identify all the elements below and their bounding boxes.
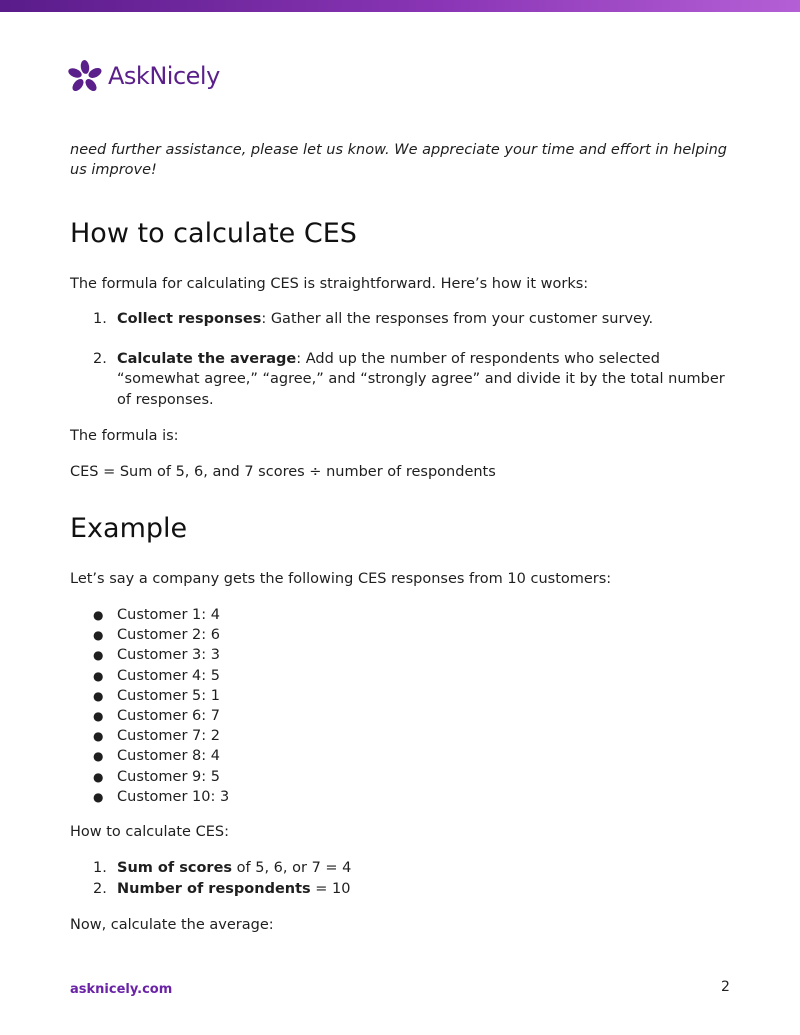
top-accent-bar: [0, 0, 800, 12]
customer-score: Customer 7: 2: [117, 728, 220, 745]
list-item: [70, 858, 735, 879]
step-text: = 10: [310, 880, 351, 897]
formula-text: CES = Sum of 5, 6, and 7 scores ÷ number of respondents: [70, 464, 496, 480]
bullet-icon: ●: [93, 749, 104, 764]
list-item: [70, 746, 735, 766]
brand-name: AskNicely: [108, 62, 220, 90]
step-number: 1.: [93, 860, 107, 877]
step-number: 1.: [93, 311, 107, 327]
step-text: of 5, 6, or 7 = 4: [232, 860, 352, 877]
bullet-icon: ●: [93, 769, 104, 784]
list-item: [70, 686, 735, 706]
example-steps-list: [70, 858, 735, 899]
list-item: [70, 625, 735, 645]
footer-website-link[interactable]: asknicely.com: [70, 982, 173, 997]
list-item: [70, 767, 735, 787]
step-text: : Gather all the responses from your customer survey.: [261, 311, 654, 327]
flower-logo-icon: [68, 59, 102, 93]
asknicely-logo: [68, 58, 220, 94]
heading-how-to-calculate: How to calculate CES: [70, 218, 357, 249]
customer-score: Customer 1: 4: [117, 607, 220, 623]
customer-score: Customer 2: 6: [117, 627, 220, 644]
customer-score: Customer 6: 7: [117, 708, 220, 725]
bullet-icon: ●: [93, 729, 104, 744]
step-text: : Add up the number of respondents who selected “somewhat agree,” “agree,” and “strongly agree” and divide it by the total number of responses.: [117, 350, 725, 408]
now-calculate-text: Now, calculate the average:: [70, 917, 274, 934]
list-item: [70, 706, 735, 726]
list-item: [70, 309, 735, 330]
list-item: [70, 645, 735, 665]
list-item: [70, 726, 735, 746]
step-bold: Calculate the average: [117, 350, 297, 367]
step-bold: Number of respondents: [117, 880, 311, 897]
customer-scores-list: [70, 605, 735, 807]
customer-score: Customer 9: 5: [117, 768, 220, 785]
document-body: [70, 140, 735, 935]
intro-italic-text: need further assistance, please let us know. We appreciate your time and effort in helping us improve!: [70, 142, 727, 178]
bullet-icon: ●: [93, 709, 104, 724]
customer-score: Customer 8: 4: [117, 748, 220, 765]
calc-steps-list: [70, 309, 735, 410]
customer-score: Customer 10: 3: [117, 788, 230, 805]
list-item: [70, 787, 735, 807]
bullet-icon: ●: [93, 668, 104, 683]
calc-intro: The formula for calculating CES is straightforward. Here’s how it works:: [70, 276, 589, 292]
list-item: [70, 879, 735, 900]
list-item: [70, 349, 735, 411]
list-item: [70, 605, 735, 625]
bullet-icon: ●: [93, 688, 104, 703]
example-intro: Let’s say a company gets the following CES responses from 10 customers:: [70, 571, 612, 587]
bullet-icon: ●: [93, 648, 104, 663]
step-number: 2.: [93, 350, 107, 367]
bullet-icon: ●: [93, 628, 104, 643]
formula-intro: The formula is:: [70, 428, 179, 444]
how-to-calc-label: How to calculate CES:: [70, 824, 229, 841]
bullet-icon: ●: [93, 789, 104, 804]
customer-score: Customer 3: 3: [117, 647, 220, 664]
step-number: 2.: [93, 880, 107, 897]
page-number: 2: [721, 979, 730, 995]
bullet-icon: ●: [93, 608, 104, 622]
heading-example: Example: [70, 513, 188, 544]
customer-score: Customer 5: 1: [117, 687, 220, 704]
step-bold: Sum of scores: [117, 860, 233, 877]
list-item: [70, 666, 735, 686]
step-bold: Collect responses: [117, 311, 262, 327]
customer-score: Customer 4: 5: [117, 667, 220, 684]
